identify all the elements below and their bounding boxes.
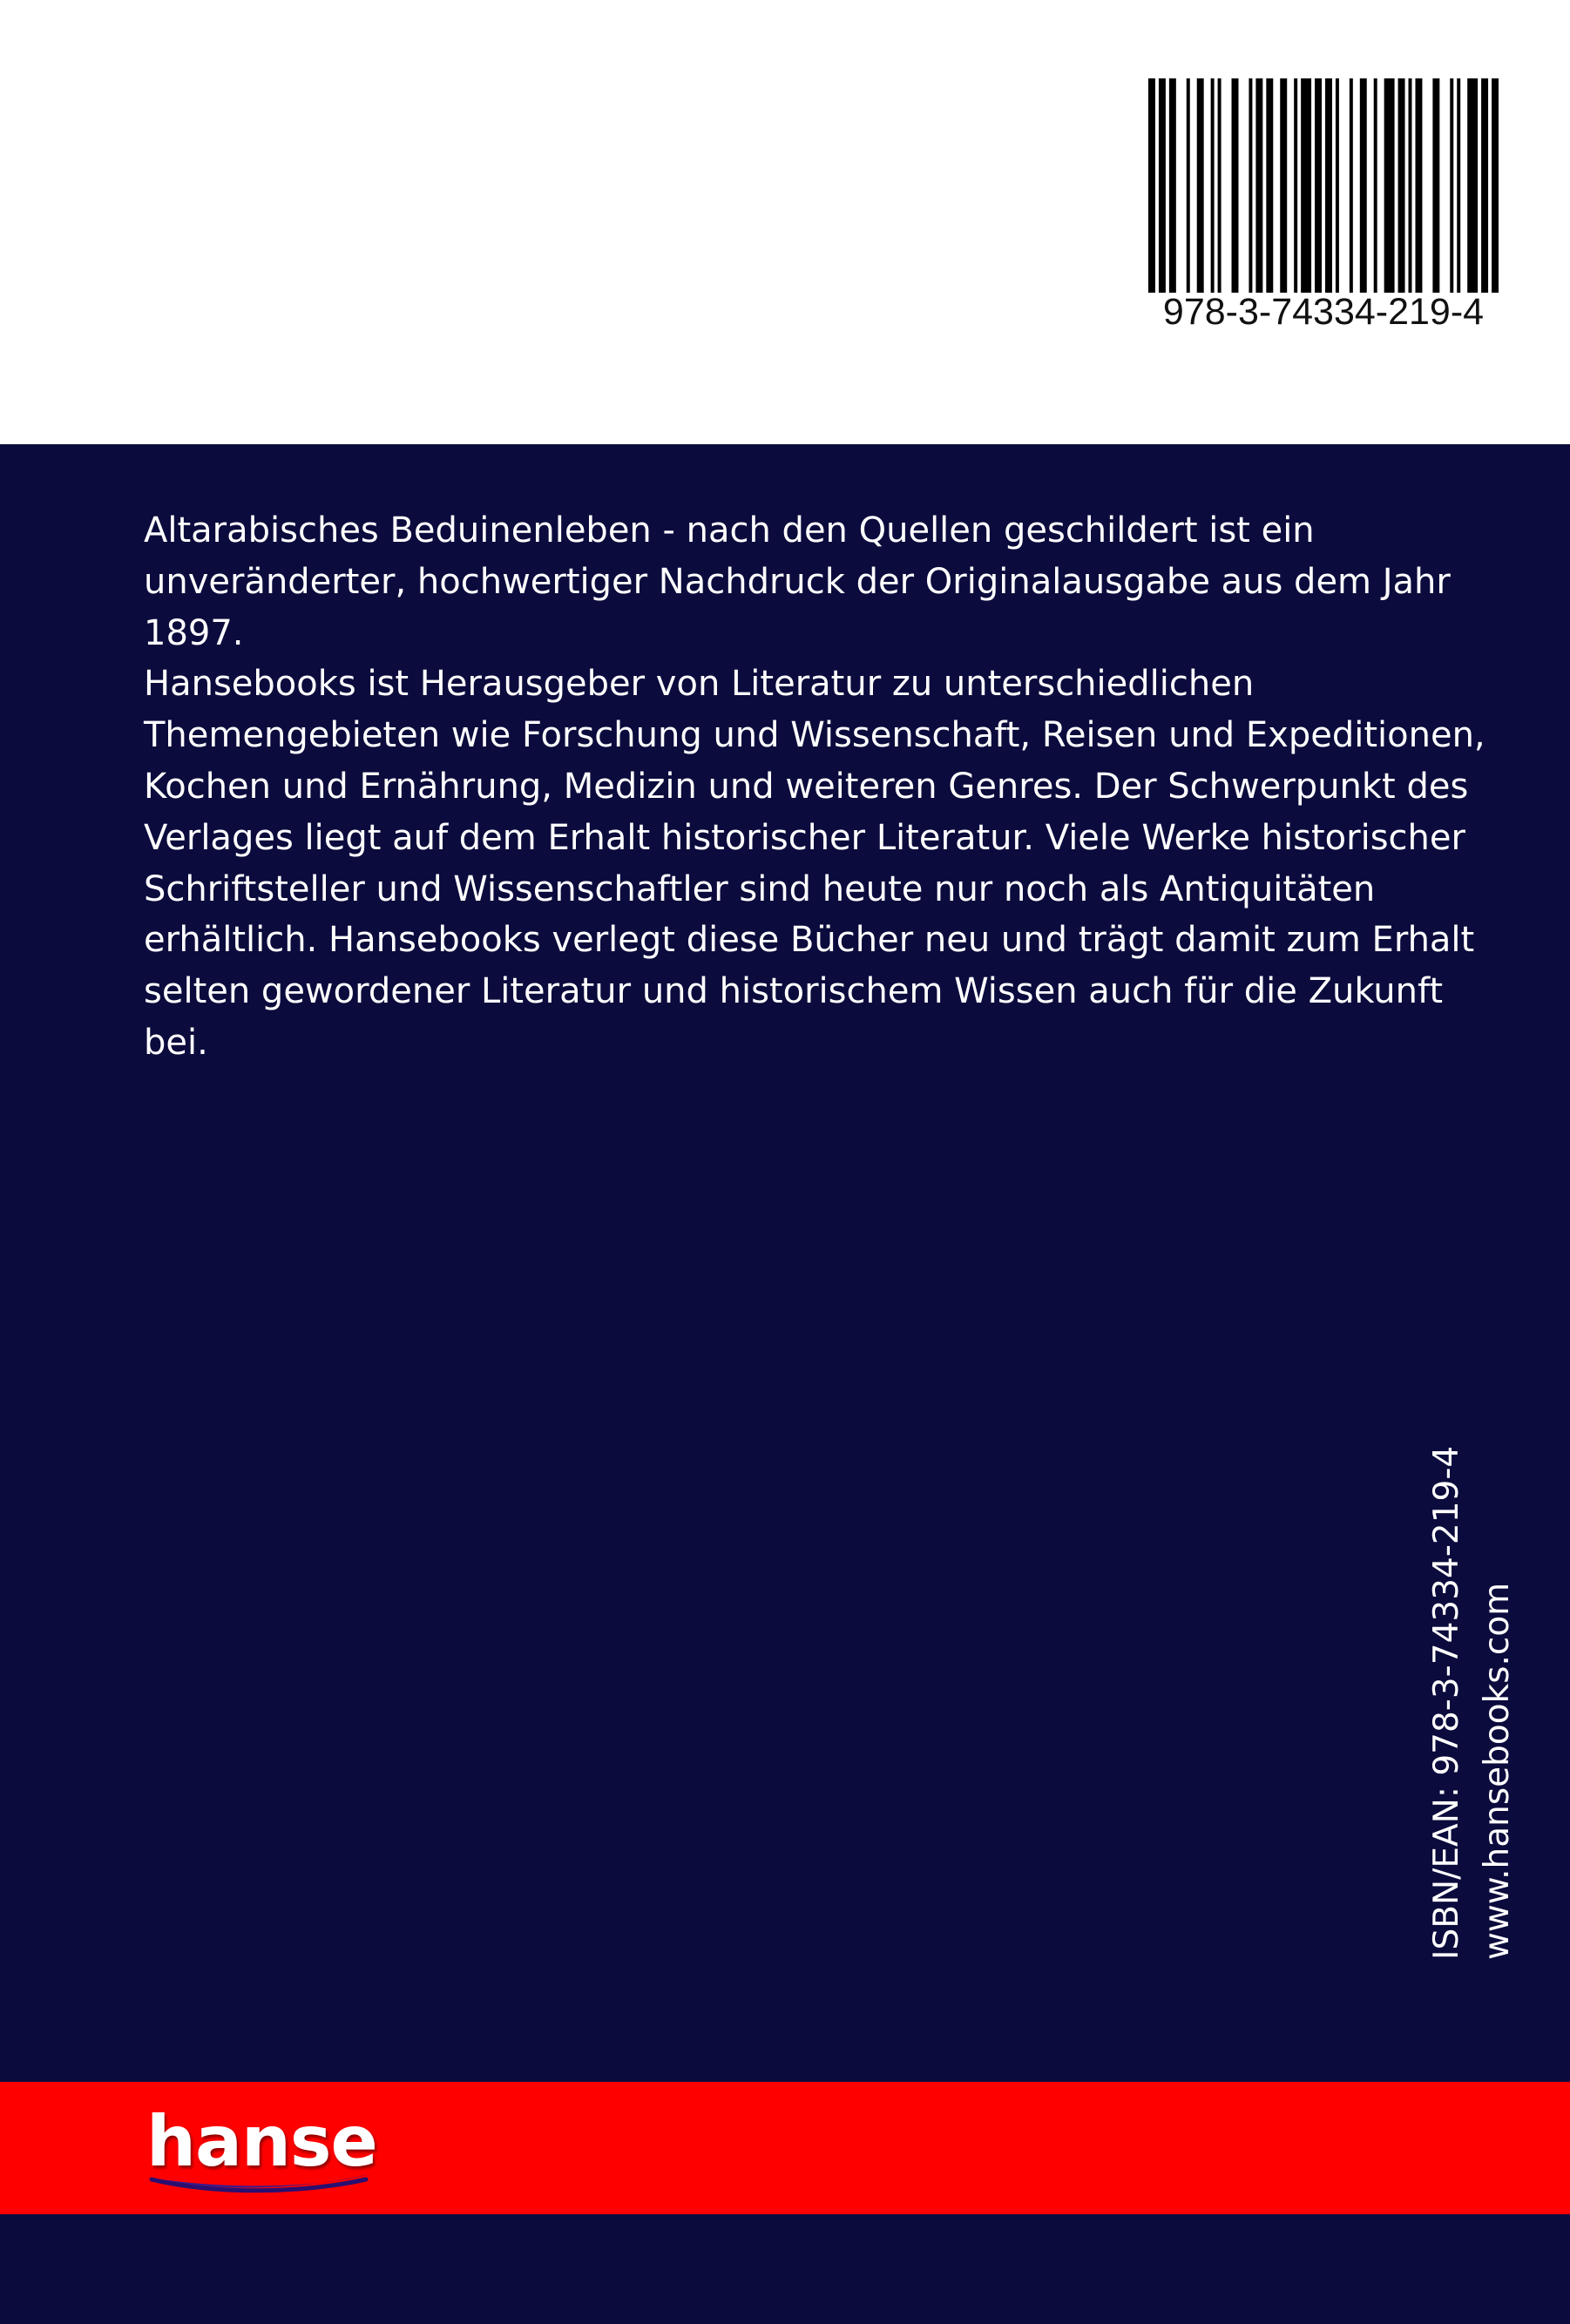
barcode-bar xyxy=(1148,78,1155,293)
description-paragraph-2: Hansebooks ist Herausgeber von Literatur zu unterschiedlichen Themengebieten wie Forschung und Wissenschaft, Reisen und Expeditionen, Kochen und Ernährung, Medizin und weiteren Genres. Der Schwerpunkt des Verlages liegt auf dem Erhalt historischer Literatur. Viele Werke historischer Schriftsteller und Wissenschaftler sind heute nur noch als Antiquitäten erhältlich. Hansebooks verlegt diese Bücher neu und trägt damit zum Erhalt selten gewordener Literatur und historischem Wissen auch für die Zukunft bei. xyxy=(144,664,1485,1063)
logo-wordmark: hanse xyxy=(146,2101,377,2182)
barcode-number: 978-3-74334-219-4 xyxy=(1162,291,1485,333)
hanse-logo xyxy=(146,2103,382,2199)
barcode-bar xyxy=(1325,78,1332,293)
barcode-bar xyxy=(1457,78,1460,293)
barcode-bar xyxy=(1481,78,1488,293)
publisher-website: www.hansebooks.com xyxy=(1478,1582,1517,1960)
barcode-bar xyxy=(1211,78,1215,293)
isbn-vertical-block xyxy=(1422,1413,1528,1960)
barcode-bar xyxy=(1315,78,1322,293)
barcode-panel xyxy=(0,0,1570,444)
barcode-bar xyxy=(1218,78,1221,293)
isbn-ean-line: ISBN/EAN: 978-3-74334-219-4 xyxy=(1427,1445,1466,1960)
barcode-bar xyxy=(1249,78,1252,293)
barcode-bar xyxy=(1266,78,1273,293)
book-description xyxy=(144,505,1503,1069)
barcode-bar xyxy=(1187,78,1190,293)
barcode-bar xyxy=(1492,78,1499,293)
barcode-bar xyxy=(1384,78,1395,293)
barcode-bar xyxy=(1415,78,1422,293)
barcode-bar xyxy=(1398,78,1405,293)
barcode-graphic xyxy=(1148,78,1499,293)
barcode-bar xyxy=(1197,78,1204,293)
barcode-bar xyxy=(1450,78,1453,293)
description-paragraph-1: Altarabisches Beduinenleben - nach den Quellen geschildert ist ein unveränderter, hochwertiger Nachdruck der Originalausgabe aus dem Jahr 1897. xyxy=(144,510,1451,653)
barcode-bar xyxy=(1467,78,1478,293)
barcode-bar xyxy=(1336,78,1339,293)
barcode-bar xyxy=(1232,78,1239,293)
bottom-strip xyxy=(0,2214,1570,2324)
barcode-bar xyxy=(1280,78,1287,293)
barcode-bar xyxy=(1360,78,1367,293)
barcode-bar xyxy=(1159,78,1166,293)
barcode-bar xyxy=(1409,78,1412,293)
barcode-bar xyxy=(1374,78,1377,293)
barcode-bar xyxy=(1294,78,1297,293)
barcode-bar xyxy=(1301,78,1311,293)
barcode-bar xyxy=(1432,78,1439,293)
barcode-bar xyxy=(1255,78,1262,293)
barcode-bar xyxy=(1350,78,1353,293)
barcode-bar xyxy=(1169,78,1176,293)
